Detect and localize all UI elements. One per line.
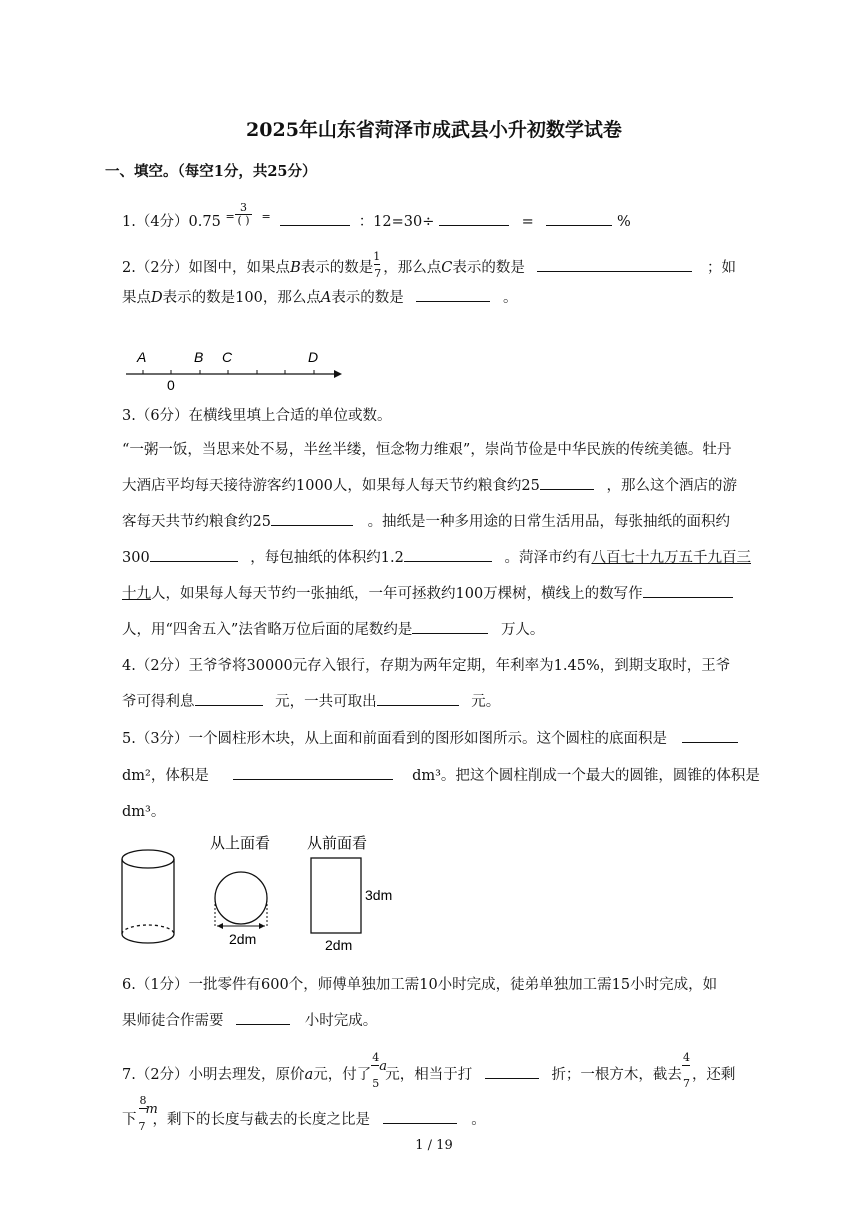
front-view-rectangle xyxy=(311,858,361,933)
top-view-circle xyxy=(215,872,267,924)
q5-blank-2[interactable] xyxy=(233,765,393,780)
q7-text-1d: 折；一根方木，截去 xyxy=(551,1067,682,1083)
q3-blank-3[interactable] xyxy=(150,547,238,562)
q7-line-2 xyxy=(122,1094,486,1133)
q5-text-1: 5.（3分）一个圆柱形木块，从上面和前面看到的图形如图所示。这个圆柱的底面积是 xyxy=(122,731,668,747)
q3-text-3b: ，那么这个酒店的游 xyxy=(606,478,737,494)
q7-var-a: a xyxy=(304,1067,314,1083)
q7-frac1-bar xyxy=(371,1065,379,1066)
q4-line-2 xyxy=(122,690,500,711)
q3-underlined-number-1: 八百七十九万五千九百三 xyxy=(591,550,751,566)
q3-underlined-number-2: 十九 xyxy=(122,586,151,602)
q4-line-1: 4.（2分）王爷爷将30000元存入银行，存期为两年定期，年利率为1.45%，到期支取时，王爷 xyxy=(122,658,731,674)
q3-line-5 xyxy=(122,546,751,567)
front-view-height-label: 3dm xyxy=(365,887,393,903)
q2-frac-num: 1 xyxy=(373,250,381,263)
q7-text-2c: 。 xyxy=(471,1112,486,1128)
q7-text-1c: 元，相当于打 xyxy=(385,1067,473,1083)
q2-text-2: 表示的数是 xyxy=(300,260,374,276)
label-b: B xyxy=(194,349,204,365)
q2-blank-2[interactable] xyxy=(416,287,490,302)
q3-line-4 xyxy=(122,510,730,531)
q7-text-2b: ，剩下的长度与截去的长度之比是 xyxy=(152,1112,370,1128)
q6-text-2a: 果师徒合作需要 xyxy=(122,1013,224,1029)
q2-text-3: ，那么点 xyxy=(383,260,442,276)
q2-point-b: B xyxy=(290,260,301,276)
question-2-line-2 xyxy=(122,286,518,307)
q7-frac3-var: m xyxy=(145,1102,158,1117)
label-a: A xyxy=(137,349,147,365)
q3-blank-2[interactable] xyxy=(271,511,353,526)
q5-line-2 xyxy=(122,764,760,785)
q7-line-1 xyxy=(122,1051,736,1090)
q7-text-1e: ，还剩 xyxy=(691,1067,736,1083)
q1-blank-1[interactable] xyxy=(280,211,350,226)
q3-blank-1[interactable] xyxy=(540,475,594,490)
q2-frac-den: 7 xyxy=(374,267,382,280)
cylinder-views-figure xyxy=(115,828,415,958)
q1-blank-2[interactable] xyxy=(439,211,509,226)
q2-text-7: 表示的数是100，那么点 xyxy=(162,290,321,306)
q4-text-2b: 元，一共可取出 xyxy=(275,694,377,710)
q2-text-5: ；如 xyxy=(707,260,737,276)
q7-frac1-den: 5 xyxy=(372,1077,380,1090)
q6-line-2 xyxy=(122,1009,377,1030)
q3-blank-5[interactable] xyxy=(643,583,733,598)
label-c: C xyxy=(222,349,233,365)
q2-blank-1[interactable] xyxy=(537,257,692,272)
page-number: 1 / 19 xyxy=(415,1138,453,1153)
q1-frac-num: 3 xyxy=(235,202,251,215)
cylinder-drawing xyxy=(122,850,174,943)
q3-text-6b: 人，如果每人每天节约一张抽纸，一年可拯救约100万棵树，横线上的数写作 xyxy=(151,586,643,602)
front-view-label: 从前面看 xyxy=(307,835,368,852)
q3-text-5b: ，每包抽纸的体积约1.2 xyxy=(250,550,404,566)
q3-text-7a: 人，用“四舍五入”法省略万位后面的尾数约是 xyxy=(122,622,413,638)
q7-blank-1[interactable] xyxy=(485,1064,539,1079)
front-view-width-label: 2dm xyxy=(325,937,353,953)
q5-blank-1[interactable] xyxy=(682,728,738,743)
number-line-arrow xyxy=(334,370,342,378)
q4-text-2c: 元。 xyxy=(471,694,501,710)
q3-line-3 xyxy=(122,474,737,495)
q5-text-2b: dm³。把这个圆柱削成一个最大的圆锥，圆锥的体积是 xyxy=(412,768,760,784)
q1-mid: ：12=30÷ xyxy=(358,214,435,230)
q3-line-7 xyxy=(122,618,544,639)
q1-frac-den: ( ) xyxy=(237,214,250,227)
q5-line-3: dm³。 xyxy=(122,804,166,820)
question-1 xyxy=(122,201,631,231)
page-title: 2025年山东省菏泽市成武县小升初数学试卷 xyxy=(246,119,622,141)
q3-line-1: 3.（6分）在横线里填上合适的单位或数。 xyxy=(122,408,392,424)
q7-blank-2[interactable] xyxy=(383,1109,457,1124)
q1-prefix: 1.（4分）0.75 xyxy=(122,214,221,230)
q3-blank-4[interactable] xyxy=(404,547,492,562)
q3-blank-6[interactable] xyxy=(412,619,488,634)
q3-line-6 xyxy=(122,582,733,603)
q1-blank-3[interactable] xyxy=(546,211,612,226)
question-2-line-1 xyxy=(122,250,737,280)
q7-frac2-bar xyxy=(682,1065,690,1066)
q1-eq1: = xyxy=(225,210,235,223)
q7-frac3-num: 8 xyxy=(139,1094,147,1107)
q3-text-4b: 。抽纸是一种多用途的日常生活用品，每张抽纸的面积约 xyxy=(367,514,731,530)
q1-eq2: = xyxy=(261,210,271,223)
q3-text-5a: 300 xyxy=(122,550,150,566)
q4-text-2a: 爷可得利息 xyxy=(122,694,195,710)
q2-point-c: C xyxy=(441,260,453,276)
top-view-dim-label: 2dm xyxy=(229,931,257,947)
q7-frac2-den: 7 xyxy=(682,1077,690,1090)
q3-text-3a: 大酒店平均每天接待游客约1000人，如果每人每天节约粮食约25 xyxy=(122,478,540,494)
q7-text-2a: 下 xyxy=(122,1112,137,1128)
q2-text-9: 。 xyxy=(503,290,518,306)
section-heading: 一、填空。（每空1分，共25分） xyxy=(105,163,317,180)
q7-text-1b: 元，付了 xyxy=(313,1067,372,1083)
q5-text-2a: dm²，体积是 xyxy=(122,768,209,784)
q4-blank-2[interactable] xyxy=(377,691,459,706)
q1-fraction xyxy=(235,202,251,227)
q6-line-1: 6.（1分）一批零件有600个，师傅单独加工需10小时完成，徒弟单独加工需15小时完成，如 xyxy=(122,977,718,993)
q2-text-4: 表示的数是 xyxy=(452,260,525,276)
q1-pct: % xyxy=(616,214,631,230)
q4-blank-1[interactable] xyxy=(195,691,263,706)
q2-text-1: 2.（2分）如图中，如果点 xyxy=(122,260,291,276)
q7-text-1a: 7.（2分）小明去理发，原价 xyxy=(122,1067,305,1083)
q3-text-4a: 客每天共节约粮食约25 xyxy=(122,514,271,530)
q2-frac-bar xyxy=(374,264,380,265)
top-view-label: 从上面看 xyxy=(210,835,271,852)
q2-text-8: 表示的数是 xyxy=(331,290,404,306)
q2-point-d: D xyxy=(151,290,163,306)
q3-text-7b: 万人。 xyxy=(500,622,545,638)
q7-frac3-den: 7 xyxy=(138,1120,146,1133)
q3-line-2: “一粥一饭，当思来处不易，半丝半缕，恒念物力维艰”，崇尚节俭是中华民族的传统美德。牡丹 xyxy=(122,442,732,458)
q1-eq3: = xyxy=(521,214,534,230)
q3-text-5c: 。菏泽市约有 xyxy=(504,550,592,566)
q7-frac1-var: a xyxy=(379,1059,387,1074)
q2-point-a: A xyxy=(320,290,332,306)
q6-text-2b: 小时完成。 xyxy=(304,1013,378,1029)
q2-text-6: 果点 xyxy=(122,290,151,306)
q7-frac1-num: 4 xyxy=(372,1051,380,1064)
label-d: D xyxy=(308,349,319,365)
q7-frac2-num: 4 xyxy=(682,1051,690,1064)
number-line-figure xyxy=(120,345,350,395)
q5-line-1 xyxy=(122,727,738,748)
q6-blank-1[interactable] xyxy=(236,1010,290,1025)
label-zero: 0 xyxy=(167,377,175,393)
